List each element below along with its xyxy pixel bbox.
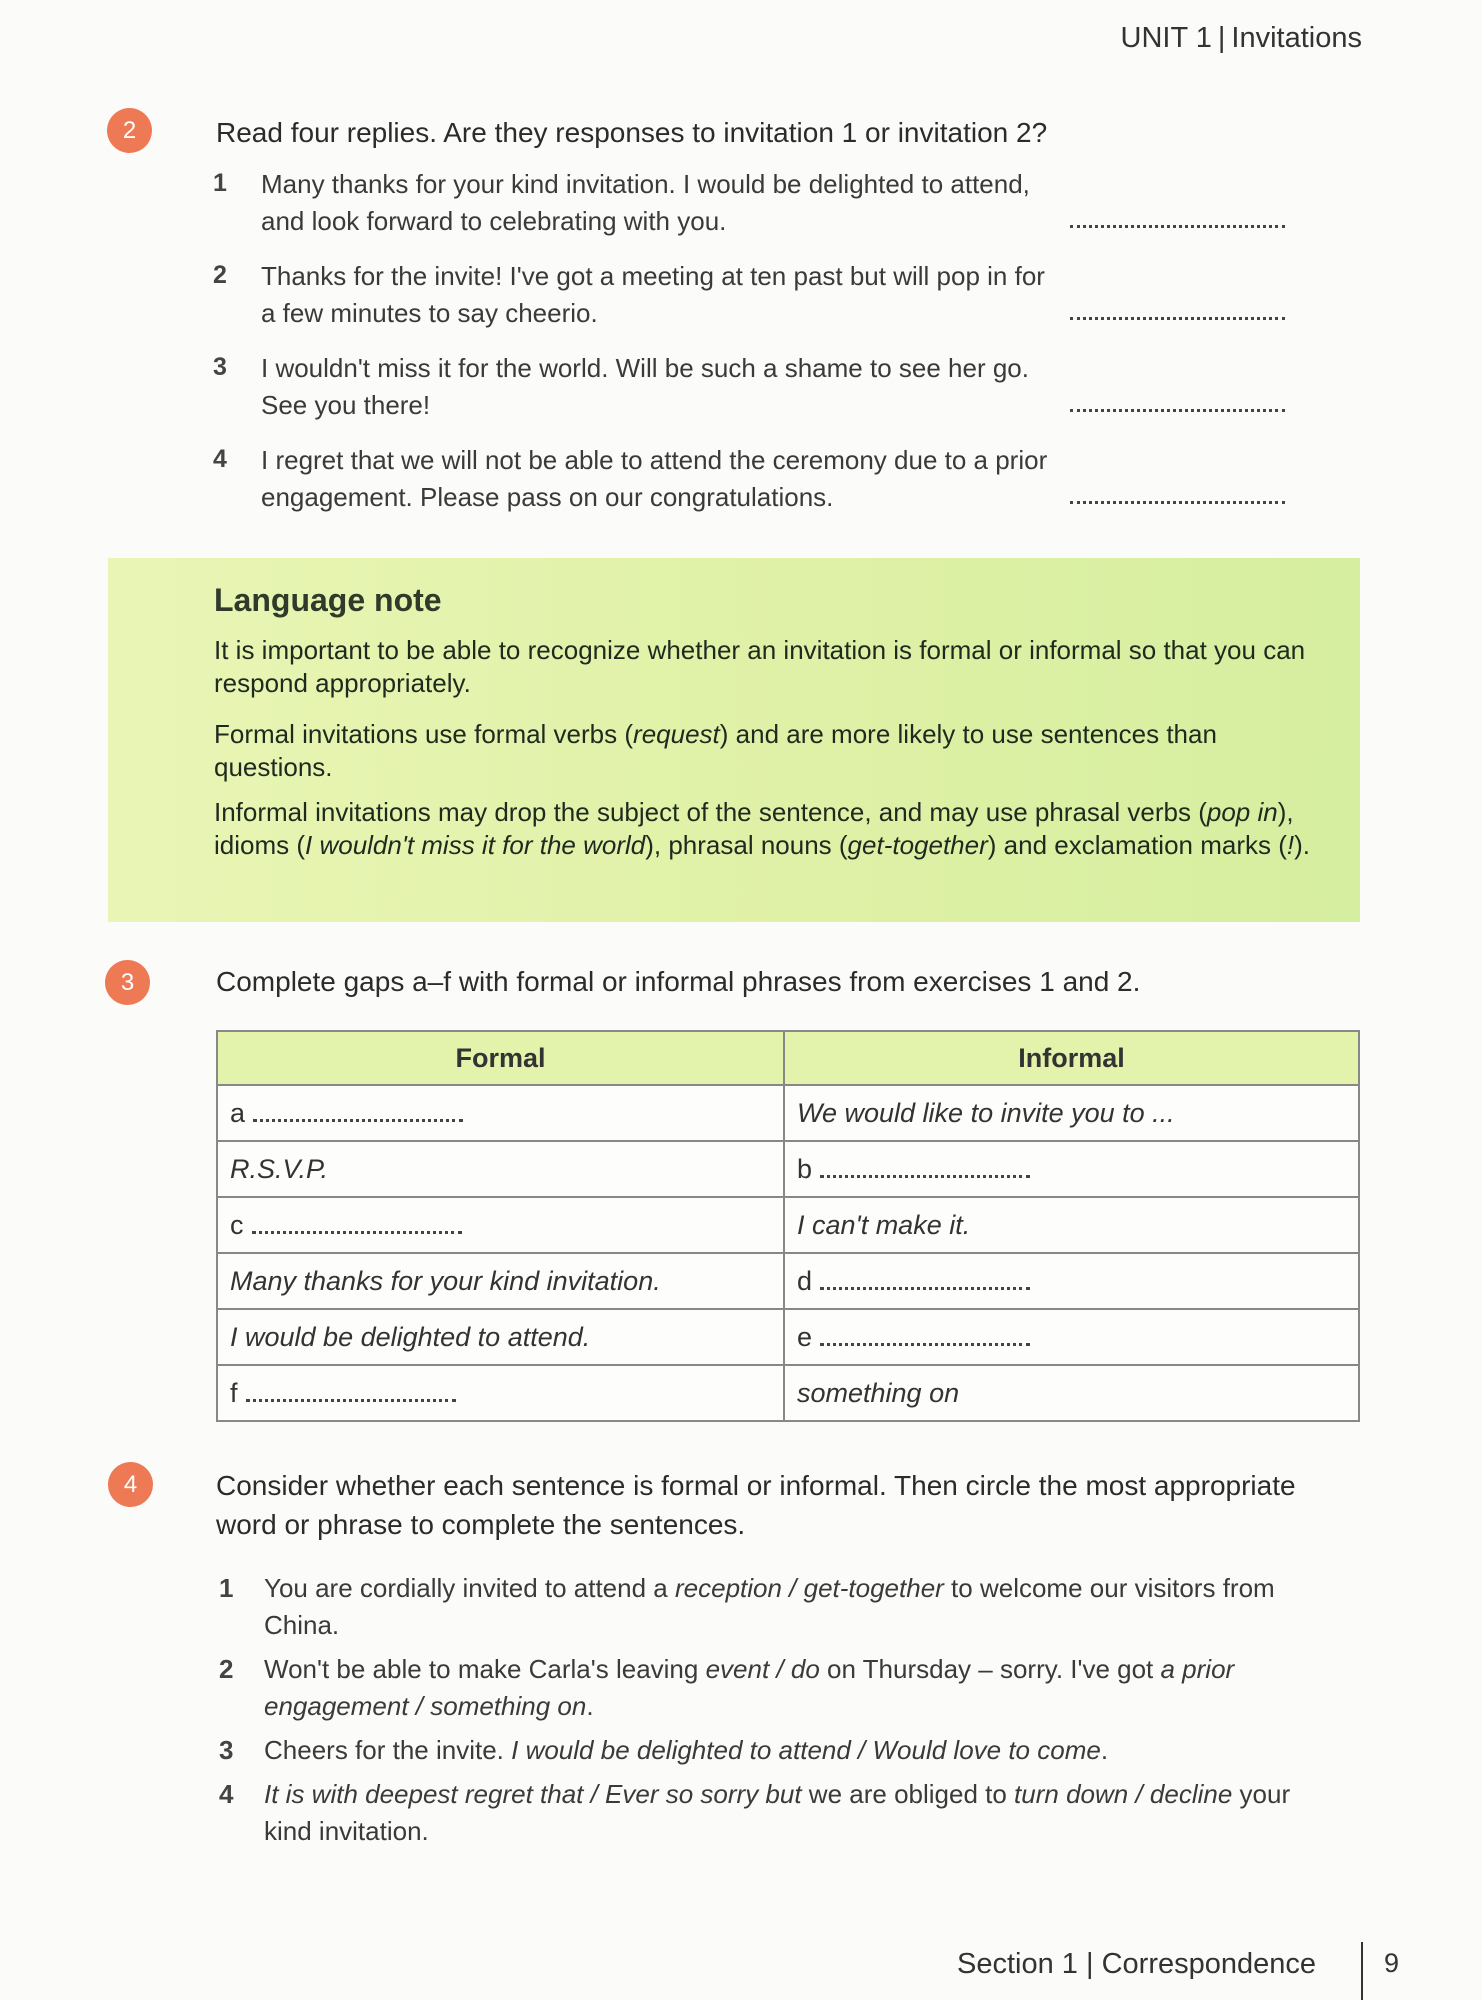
- language-note-title: Language note: [214, 582, 442, 618]
- exercise-2-instruction: Read four replies. Are they responses to invitation 1 or invitation 2?: [216, 117, 1048, 148]
- table-cell: R.S.V.P.: [217, 1141, 784, 1197]
- table-cell: We would like to invite you to ...: [784, 1085, 1359, 1141]
- table-cell[interactable]: b: [784, 1141, 1359, 1197]
- answer-blank[interactable]: [820, 1327, 1030, 1346]
- exercise-4-badge: 4: [108, 1462, 153, 1507]
- answer-blank[interactable]: [1070, 211, 1285, 228]
- table-cell[interactable]: c: [217, 1197, 784, 1253]
- language-note-box: [108, 558, 1360, 922]
- choice-options[interactable]: a prior engagement / something on: [264, 1654, 1235, 1721]
- reply-item: [213, 166, 1293, 258]
- answer-blank[interactable]: [252, 1215, 462, 1234]
- list-item: 4 It is with deepest regret that / Ever so sorry but we are obliged to turn down / decline your kind invitation.: [216, 1776, 1336, 1850]
- table-cell: I would be delighted to attend.: [217, 1309, 784, 1365]
- answer-blank[interactable]: [1070, 395, 1285, 412]
- footer-separator: |: [1085, 1948, 1094, 1980]
- choice-options[interactable]: event / do: [705, 1654, 820, 1684]
- table-cell[interactable]: e: [784, 1309, 1359, 1365]
- reply-text: I wouldn't miss it for the world. Will be such a shame to see her go. See you there!: [261, 353, 1029, 420]
- table-cell: I can't make it.: [784, 1197, 1359, 1253]
- table-row: [217, 1197, 1359, 1253]
- exercise-2-badge: 2: [107, 108, 152, 153]
- language-note-paragraph-1: It is important to be able to recognize whether an invitation is formal or informal so that you can respond appropriately.: [214, 635, 1306, 698]
- reply-number: 2: [213, 261, 227, 289]
- choice-options[interactable]: turn down / decline: [1014, 1779, 1233, 1809]
- reply-item: [213, 350, 1293, 442]
- unit-topic: Invitations: [1231, 22, 1362, 54]
- item-number: 4: [219, 1779, 234, 1809]
- answer-blank[interactable]: [1070, 487, 1285, 504]
- table-header-row: [217, 1031, 1359, 1085]
- reply-text: Thanks for the invite! I've got a meeting at ten past but will pop in for a few minutes to say cheerio.: [261, 261, 1045, 328]
- list-item: 2 Won't be able to make Carla's leaving event / do on Thursday – sorry. I've got a prior engagement / something on.: [216, 1651, 1336, 1725]
- table-cell[interactable]: d: [784, 1253, 1359, 1309]
- header-separator: |: [1217, 22, 1226, 54]
- page-footer: [957, 1948, 1316, 1981]
- reply-item: [213, 442, 1293, 534]
- reply-item: [213, 258, 1293, 350]
- exercise-3-instruction: Complete gaps a–f with formal or informal phrases from exercises 1 and 2.: [216, 966, 1141, 997]
- answer-blank[interactable]: [253, 1103, 463, 1122]
- exercise-4-instruction: Consider whether each sentence is formal or informal. Then circle the most appropriate word or phrase to complete the sentences.: [216, 1470, 1296, 1540]
- reply-number: 3: [213, 353, 227, 381]
- formal-informal-table: [216, 1030, 1360, 1422]
- section-label: Section 1: [957, 1948, 1078, 1980]
- item-number: 1: [219, 1573, 234, 1603]
- table-cell[interactable]: a: [217, 1085, 784, 1141]
- reply-text: I regret that we will not be able to attend the ceremony due to a prior engagement. Please pass on our congratulations.: [261, 445, 1048, 512]
- answer-blank[interactable]: [820, 1271, 1030, 1290]
- choice-options[interactable]: It is with deepest regret that / Ever so sorry but: [264, 1779, 802, 1809]
- unit-label: UNIT 1: [1120, 22, 1212, 54]
- item-number: 2: [219, 1654, 234, 1684]
- exercise-3-badge: 3: [105, 960, 150, 1005]
- list-item: 1 You are cordially invited to attend a reception / get-together to welcome our visitors from China.: [216, 1570, 1336, 1644]
- formal-column-header: Formal: [217, 1031, 784, 1085]
- footer-divider: [1361, 1942, 1363, 2000]
- page-number: 9: [1384, 1948, 1400, 1978]
- reply-number: 4: [213, 445, 227, 473]
- table-row: [217, 1365, 1359, 1421]
- table-row: [217, 1253, 1359, 1309]
- language-note-paragraph-3: Informal invitations may drop the subject of the sentence, and may use phrasal verbs (pop in), idioms (I wouldn't miss it for the world), phrasal nouns (get-together) and exclamation marks (!).: [214, 797, 1310, 860]
- table-row: [217, 1309, 1359, 1365]
- reply-text: Many thanks for your kind invitation. I would be delighted to attend, and look forward to celebrating with you.: [261, 169, 1030, 236]
- table-cell: something on: [784, 1365, 1359, 1421]
- informal-column-header: Informal: [784, 1031, 1359, 1085]
- table-row: [217, 1085, 1359, 1141]
- choice-options[interactable]: I would be delighted to attend / Would love to come: [511, 1735, 1101, 1765]
- exercise-4-list: [216, 1570, 1336, 1857]
- item-number: 3: [219, 1735, 234, 1765]
- choice-options[interactable]: reception / get-together: [674, 1573, 944, 1603]
- reply-number: 1: [213, 169, 227, 197]
- table-cell[interactable]: f: [217, 1365, 784, 1421]
- table-cell: Many thanks for your kind invitation.: [217, 1253, 784, 1309]
- list-item: 3 Cheers for the invite. I would be delighted to attend / Would love to come.: [216, 1732, 1336, 1769]
- exercise-2-list: [213, 166, 1293, 534]
- section-title: Correspondence: [1101, 1948, 1317, 1980]
- language-note-paragraph-2: Formal invitations use formal verbs (request) and are more likely to use sentences than questions.: [214, 719, 1217, 782]
- answer-blank[interactable]: [820, 1159, 1030, 1178]
- answer-blank[interactable]: [246, 1383, 456, 1402]
- answer-blank[interactable]: [1070, 303, 1285, 320]
- table-row: [217, 1141, 1359, 1197]
- page-header: [1121, 22, 1362, 55]
